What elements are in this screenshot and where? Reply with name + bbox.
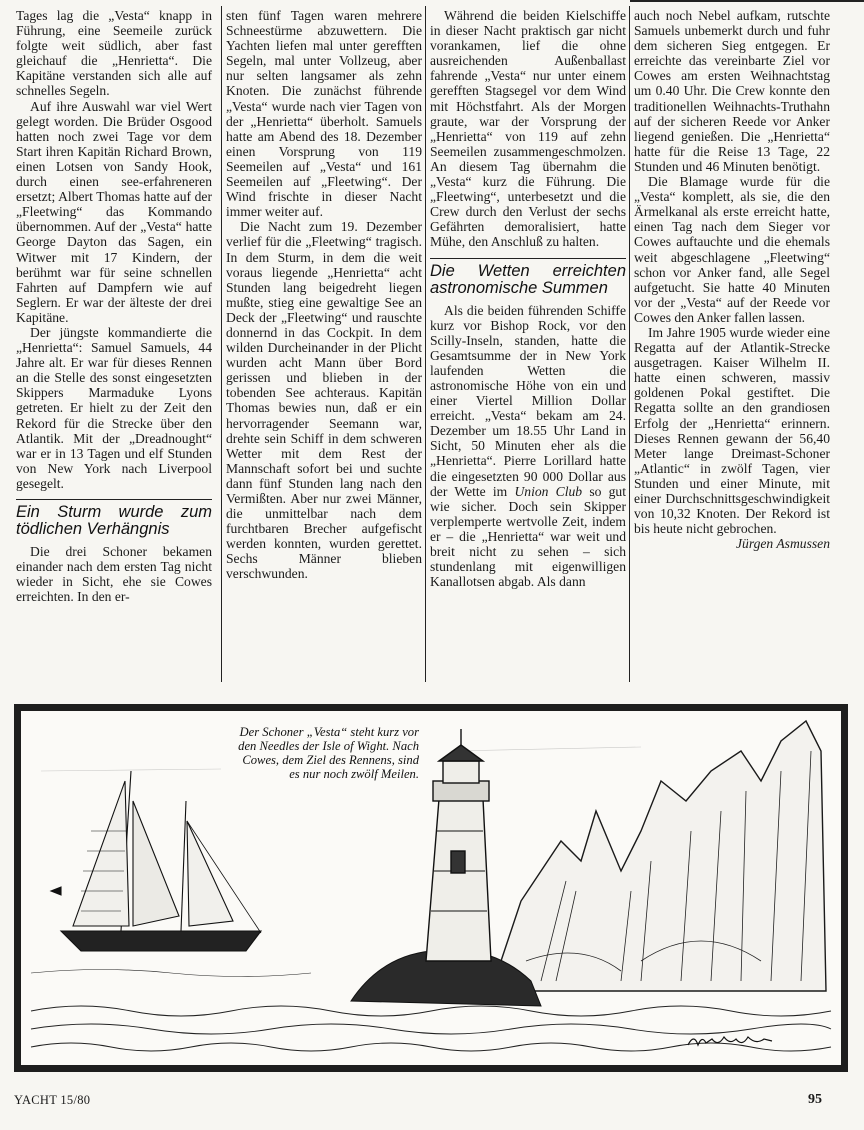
column-divider bbox=[629, 6, 630, 682]
paragraph bbox=[430, 303, 626, 590]
paragraph-tail: so gut wie sicher. Doch sein Skipper verplemperte wertvolle Zeit, indem er – die „Henrietta“ war weit und breit nicht zu sehen – sich stundenlang mit eigenwilligen Kanallotsen abgab. Als dann bbox=[430, 483, 626, 590]
column-divider bbox=[221, 6, 222, 682]
paragraph: Tages lag die „Vesta“ knapp in Führung, eine Seemeile zurück folgte weit südlich, aber fast gleichauf die „Henrietta“. Die Kapitäne verstanden sich alle auf schnelles Segeln. bbox=[16, 8, 212, 99]
illustration-caption: Der Schoner „Vesta“ steht kurz vor den Needles der Isle of Wight. Nach Cowes, dem Ziel des Rennens, sind es nur noch zwölf Meilen. bbox=[238, 725, 419, 781]
issue-label: YACHT 15/80 bbox=[14, 1093, 91, 1107]
paragraph: Im Jahre 1905 wurde wieder eine Regatta auf der Atlantik-Strecke ausgetragen. Kaiser Wilhelm II. hatte einen schweren, massiv goldenen Pokal gestiftet. Die Regatta sollte an den grandiosen Erfolg der „Henrietta“ erinnern. Dieses Rennen gewann der 56,40 Meter lange Dreimast-Schoner „Atlantic“ in zwölf Tagen, vier Stunden und einer Minute, mit einer Durchschnittsgeschwindigkeit von 10,32 Knoten. Der Rekord ist bis heute nicht gebrochen. bbox=[634, 324, 830, 537]
paragraph: sten fünf Tagen waren mehrere Schneestürme abzuwettern. Die Yachten liefen mal unter gerefften Segeln, mal unter Vollzeug, aber nur selten langsamer als zehn Knoten. Die zunächst führende „Vesta“ wurde nach vier Tagen von der „Henrietta“ überholt. Samuels hatte am Abend des 18. Dezember einen Vorsprung von 119 Seemeilen auf „Vesta“ und 161 Seemeilen auf „Fleetwing“. Der Wind frischte in dieser Nacht immer weiter auf. bbox=[226, 8, 422, 220]
sky-hatching bbox=[41, 747, 801, 801]
top-rule bbox=[630, 0, 864, 2]
page-number: 95 bbox=[808, 1092, 822, 1107]
subheading: Ein Sturm wurde zum tödlichen Verhängnis bbox=[16, 499, 212, 538]
paragraph: Die Blamage wurde für die „Vesta“ komplett, als sie, die den Ärmelkanal als erste erreicht hatte, einen Tag nach dem Sieger vor Cowes auftauchte und die ehemals weit abgeschlagene „Fleetwing“ schon vor Anker fand, alle Segel aufgetucht. Sie hatte 40 Minuten vor der „Vesta“ auf der Reede vor Cowes den Anker fallen lassen. bbox=[634, 174, 830, 325]
subheading: Die Wetten erreichten astronomische Summen bbox=[430, 258, 626, 297]
author-byline: Jürgen Asmussen bbox=[735, 536, 830, 552]
schooner-vesta bbox=[51, 771, 261, 951]
article-column-1 bbox=[16, 8, 212, 604]
paragraph: Die drei Schoner bekamen einander nach dem ersten Tag nicht wieder in Sicht, ehe sie Cowes erreichten. In den er- bbox=[16, 544, 212, 605]
paragraph: Der jüngste kommandierte die „Henrietta“: Samuel Samuels, 44 Jahre alt. Er war für dieses Rennen an die Stelle des sonst eingesetzten Skippers Marmaduke Lyons getreten. Er hielt zu der Zeit den Rekord für die Strecke über den Atlantik. Mit der „Dreadnought“ war er in 13 Tagen und elf Stunden von New York nach Liverpool gesegelt. bbox=[16, 324, 212, 491]
paragraph: auch noch Nebel aufkam, rutschte Samuels unbemerkt durch und fuhr dem sicheren Sieg entgegen. Er erreichte das vereinbarte Ziel vor Cowes am ersten Weihnachtstag um 0.40 Uhr. Die Crew konnte den traditionellen Weihnachts-Truthahn auf der sicheren Reede vor Anker liegend genießen. Die „Henrietta“ hatte für die Reise 13 Tage, 22 Stunden und 46 Minuten benötigt. bbox=[634, 8, 830, 174]
artist-signature bbox=[686, 1029, 776, 1053]
paragraph-text: Als die beiden führenden Schiffe kurz vor Bishop Rock, vor den Scilly-Inseln, standen, hatte die Gesamtsumme der in New York laufenden Wetten die astronomische Höhe von ein und einer Viertel Million Dollar erreicht. „Vesta“ bekam am 24. Dezember um 18.55 Uhr Land in Sicht, 50 Minuten eher als die „Henrietta“. Pierre Lorillard hatte die eingesetzten 90 000 Dollar aus der Wette im bbox=[430, 302, 626, 499]
lighthouse bbox=[426, 729, 491, 961]
needles-cliffs bbox=[491, 721, 826, 991]
paragraph: Die Nacht zum 19. Dezember verlief für die „Fleetwing“ tragisch. In dem Sturm, in dem die weit voraus liegende „Henrietta“ acht Stunden lang beigedreht liegen mußte, stieg eine gewaltige See an Deck der „Fleetwing“ und rauschte donnernd in das Cockpit. In dem wilden Durcheinander in der Plicht wurden acht Mann über Bord gerissen und blieben in der tobenden See achteraus. Kapitän Thomas bewies nun, daß er ein hervorragender Seemann war, drehte sein Schiff in dem schweren Wetter mit dem Rest der Mannschaft sofort bei und suchte dann fünf Stunden lang nach den Vermißten. Aber nur zwei Männer, die unmittelbar nach dem furchtbaren Brecher aufgefischt werden konnten, wurden gerettet. Sechs Männer blieben verschwunden. bbox=[226, 219, 422, 582]
illustration-frame bbox=[14, 704, 848, 1072]
emphasis-text: Union Club bbox=[514, 483, 583, 499]
column-divider bbox=[425, 6, 426, 682]
paragraph: Während die beiden Kielschiffe in dieser Nacht praktisch gar nicht vorankamen, lief die ohne ausreichenden Außenballast fahrende „Vesta“ nur unter einem gerefften Stagsegel vor dem Wind mit Höchstfahrt. Als der Morgen graute, war der Vorsprung der „Henrietta“ von 119 auf zehn Seemeilen zusammengeschmolzen. An diesem Tag übernahm die „Vesta“ kurz die Führung. Die „Fleetwing“, unterbesetzt und die Crew durch den Verlust der sechs Gefährten demoralisiert, hatte Mühe, den Anschluß zu halten. bbox=[430, 8, 626, 250]
schooner-needles-drawing bbox=[21, 711, 841, 1065]
article-column-2 bbox=[226, 8, 422, 582]
paragraph: Auf ihre Auswahl war viel Wert gelegt worden. Die Brüder Osgood hatten noch zwei Tage vor dem Start ihren Kapitän Richard Brown, einen Lotsen von Sandy Hook, durch einen see-erfahreneren ersetzt; Albert Thomas hatte auf der „Fleetwing“ das Kommando übernommen. Auf der „Vesta“ hatte George Dayton das Sagen, ein Witwer mit 17 Kindern, der berühmt war für seine schnellen Fahrten auf Dampfern wie auf Seglern. Er war der älteste der drei Kapitäne. bbox=[16, 98, 212, 325]
article-column-4 bbox=[634, 8, 830, 551]
article-column-3 bbox=[430, 8, 626, 589]
